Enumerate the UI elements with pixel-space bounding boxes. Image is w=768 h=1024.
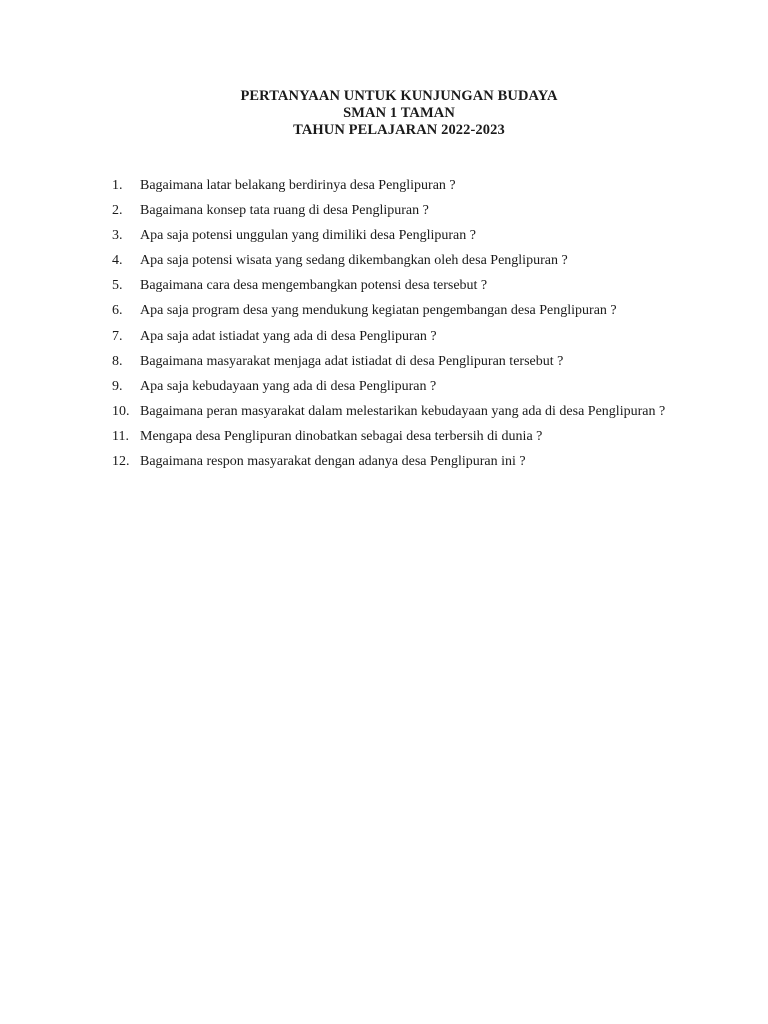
question-item	[112, 399, 675, 424]
question-text: Bagaimana konsep tata ruang di desa Penglipuran ?	[140, 203, 429, 219]
question-text: Bagaimana masyarakat menjaga adat istiadat di desa Penglipuran tersebut ?	[140, 353, 564, 369]
question-text: Bagaimana latar belakang berdirinya desa Penglipuran ?	[140, 178, 456, 193]
question-item	[112, 198, 675, 223]
heading-academic-year: TAHUN PELAJARAN 2022-2023	[293, 122, 505, 138]
question-number: 1.	[112, 178, 123, 193]
question-item	[112, 273, 675, 298]
question-number: 11.	[112, 428, 129, 444]
question-text: Bagaimana respon masyarakat dengan adanya desa Penglipuran ini ?	[140, 454, 526, 470]
question-number: 7.	[112, 328, 123, 344]
document-heading	[0, 88, 768, 139]
question-text: Apa saja potensi unggulan yang dimiliki desa Penglipuran ?	[140, 228, 476, 244]
question-item	[112, 449, 675, 474]
question-text: Apa saja program desa yang mendukung kegiatan pengembangan desa Penglipuran ?	[140, 303, 617, 319]
question-number: 5.	[112, 278, 123, 294]
question-text: Apa saja adat istiadat yang ada di desa Penglipuran ?	[140, 328, 437, 344]
question-number: 4.	[112, 253, 123, 269]
question-number: 10.	[112, 403, 130, 419]
question-text: Bagaimana cara desa mengembangkan potensi desa tersebut ?	[140, 278, 488, 294]
question-item	[112, 424, 675, 449]
question-item	[112, 248, 675, 273]
question-number: 3.	[112, 228, 123, 244]
question-number: 9.	[112, 378, 123, 394]
question-text: Mengapa desa Penglipuran dinobatkan sebagai desa terbersih di dunia ?	[140, 428, 543, 444]
heading-school: SMAN 1 TAMAN	[343, 105, 455, 121]
question-number: 12.	[112, 454, 130, 470]
question-number: 6.	[112, 303, 123, 319]
question-item	[112, 349, 675, 374]
question-item	[112, 298, 675, 323]
heading-title: PERTANYAAN UNTUK KUNJUNGAN BUDAYA	[240, 88, 558, 104]
question-item	[112, 324, 675, 349]
question-item	[112, 374, 675, 399]
question-item	[112, 173, 675, 198]
question-text: Apa saja kebudayaan yang ada di desa Penglipuran ?	[140, 378, 437, 394]
question-item	[112, 223, 675, 248]
question-list	[112, 173, 675, 474]
question-text: Bagaimana peran masyarakat dalam melestarikan kebudayaan yang ada di desa Penglipuran ?	[140, 403, 666, 419]
question-number: 2.	[112, 203, 123, 219]
question-text: Apa saja potensi wisata yang sedang dikembangkan oleh desa Penglipuran ?	[140, 253, 568, 269]
question-number: 8.	[112, 353, 123, 369]
